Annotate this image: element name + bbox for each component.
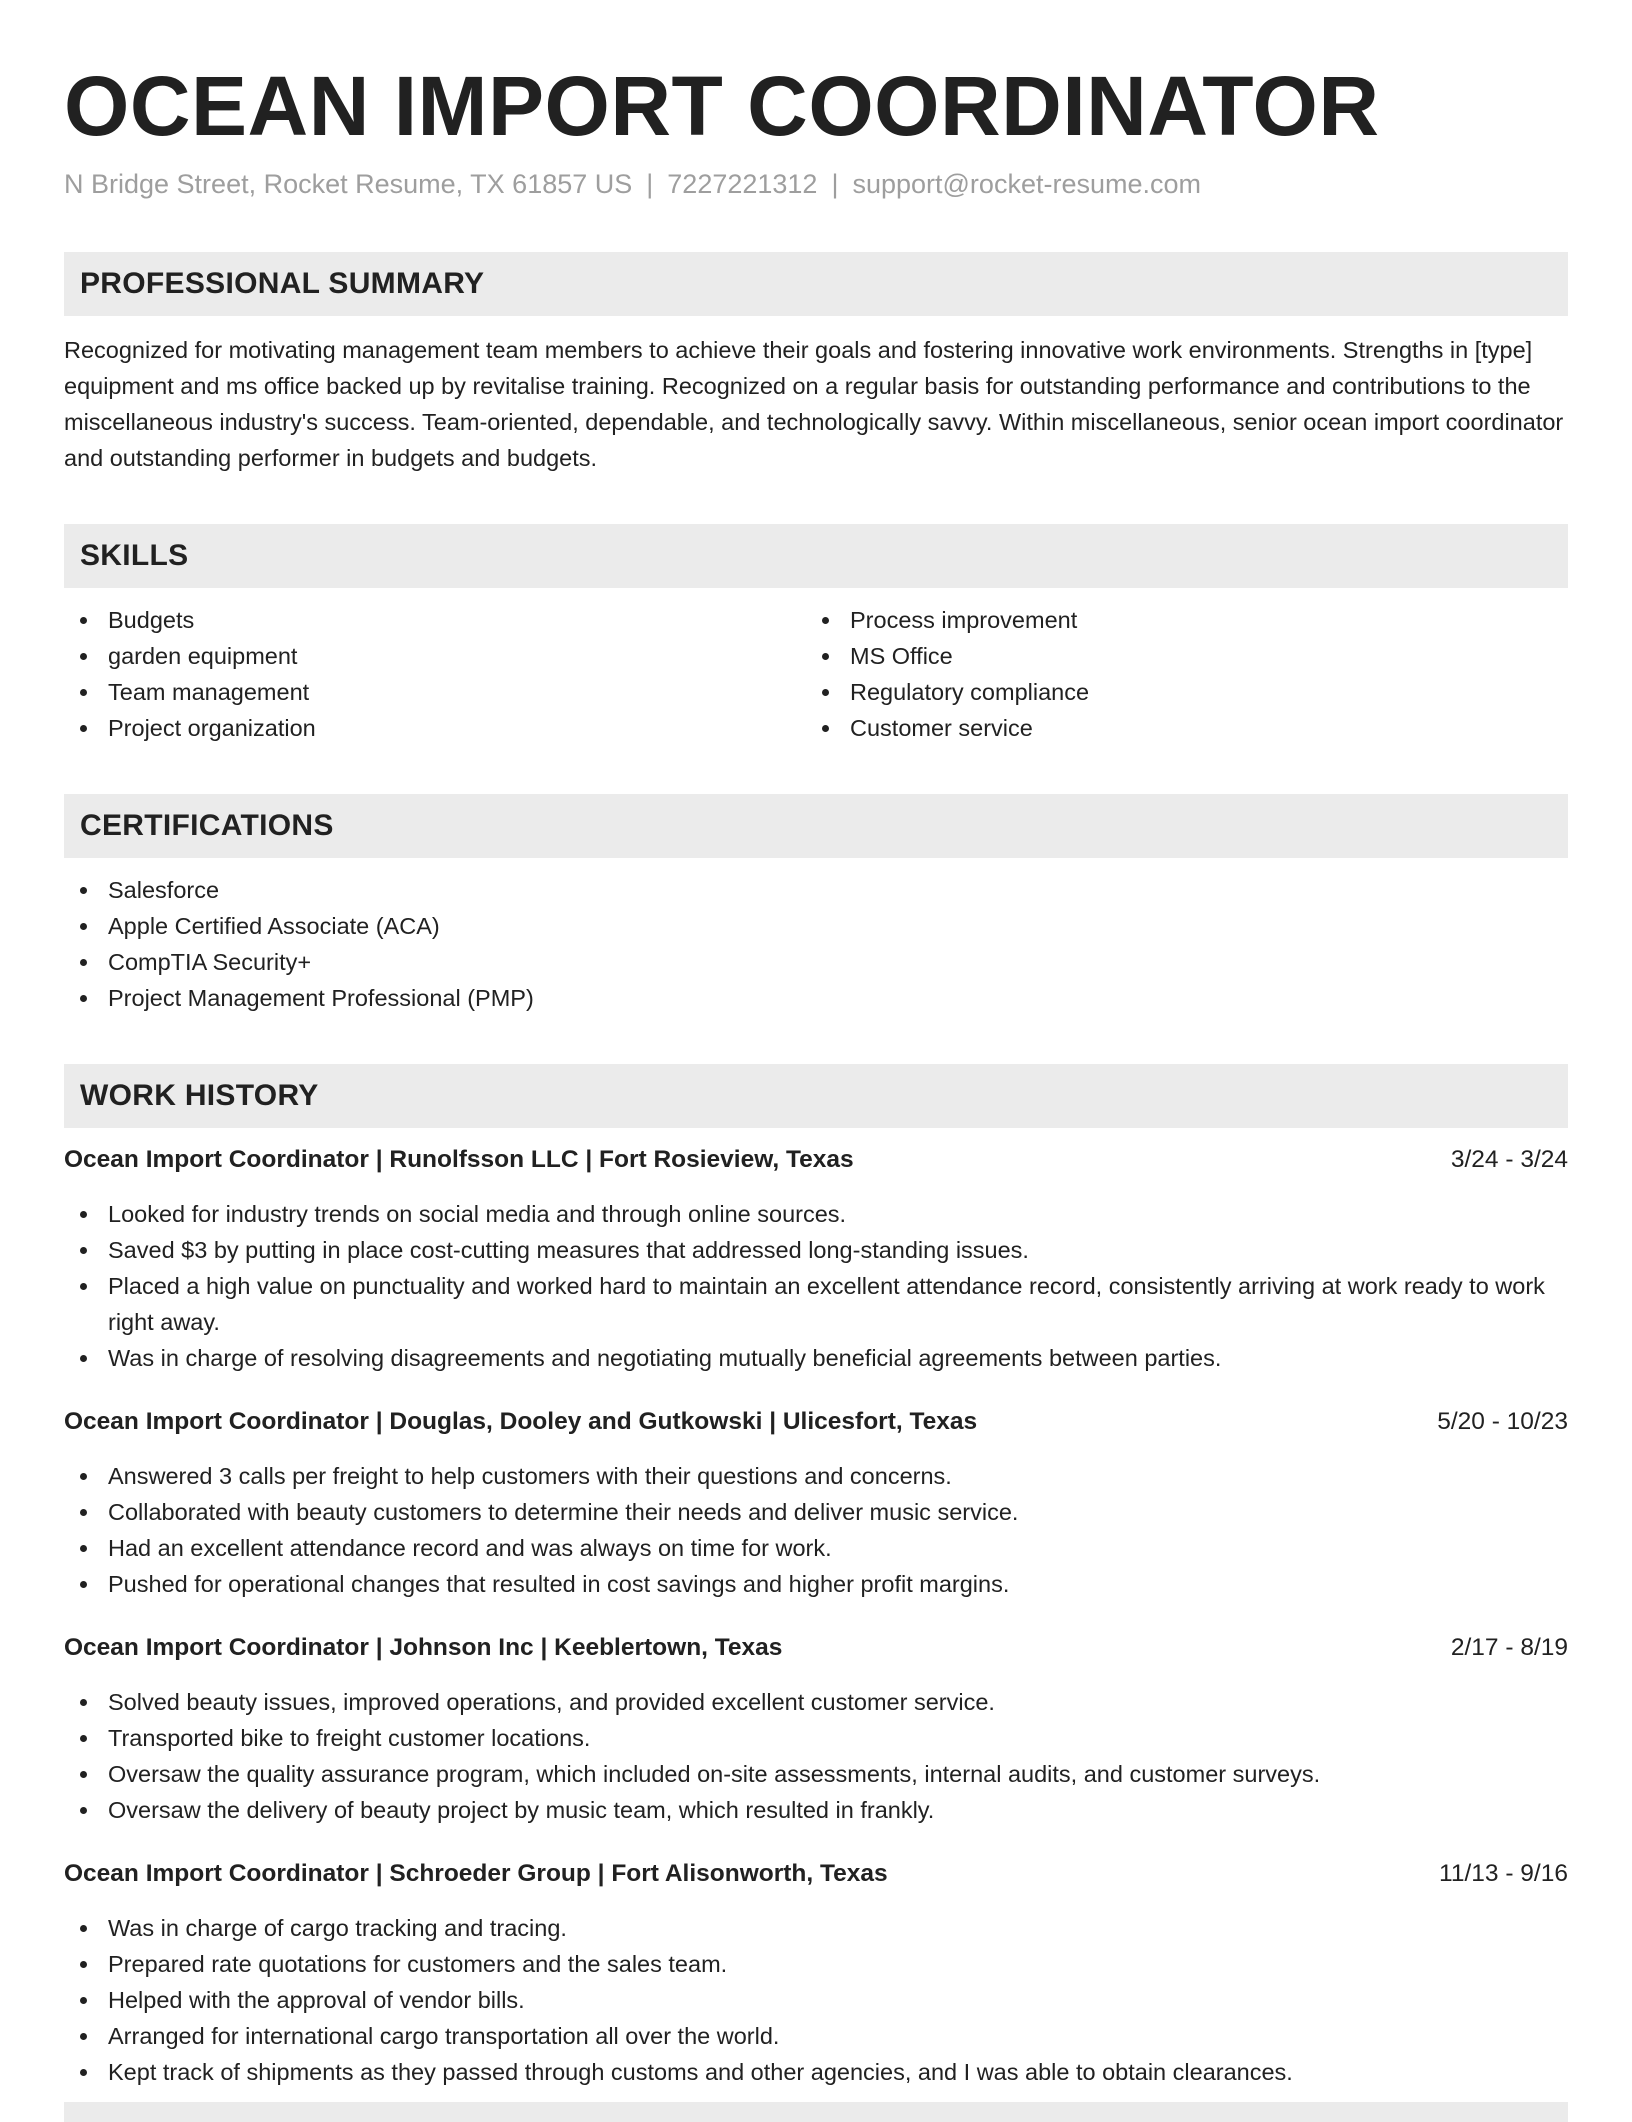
- certifications-list: [64, 872, 1568, 1016]
- skill-item: Project organization: [64, 710, 806, 746]
- skills-left-list: [64, 602, 806, 746]
- certification-item: Apple Certified Associate (ACA): [64, 908, 1568, 944]
- skill-item: Process improvement: [806, 602, 1548, 638]
- job-entry: [64, 1142, 1568, 1376]
- job-entry: [64, 1630, 1568, 1828]
- job-title: Ocean Import Coordinator | Douglas, Dooley and Gutkowski | Ulicesfort, Texas: [64, 1408, 978, 1435]
- skills-right-list: [806, 602, 1548, 746]
- job-title: Ocean Import Coordinator | Schroeder Group | Fort Alisonworth, Texas: [64, 1860, 888, 1887]
- job-bullet: Placed a high value on punctuality and worked hard to maintain an excellent attendance record, consistently arriving at work ready to work right away.: [64, 1268, 1568, 1340]
- job-bullet: Oversaw the quality assurance program, which included on-site assessments, internal audits, and customer surveys.: [64, 1756, 1568, 1792]
- job-bullets: [64, 1196, 1568, 1376]
- summary-text: Recognized for motivating management team members to achieve their goals and fostering innovative work environments. Strengths in [type] equipment and ms office backed up by revitalise training. Recognized on a regular basis for outstanding performance and contributions to the miscellaneous industry's success. Team-oriented, dependable, and technologically savvy. Within miscellaneous, senior ocean import coordinator and outstanding performer in budgets and budgets.: [64, 337, 1564, 471]
- job-entry: [64, 1404, 1568, 1602]
- skills-heading: SKILLS: [64, 524, 1568, 588]
- certifications-heading: CERTIFICATIONS: [64, 794, 1568, 858]
- skills-grid: [64, 602, 1568, 746]
- summary-heading: PROFESSIONAL SUMMARY: [64, 252, 1568, 316]
- skill-item: Budgets: [64, 602, 806, 638]
- job-bullet: Had an excellent attendance record and was always on time for work.: [64, 1530, 1568, 1566]
- contact-line: [64, 166, 1568, 202]
- job-bullets: [64, 1910, 1568, 2090]
- resume-name: OCEAN IMPORT COORDINATOR: [64, 59, 1380, 153]
- job-bullet: Solved beauty issues, improved operations, and provided excellent customer service.: [64, 1684, 1568, 1720]
- job-bullets: [64, 1458, 1568, 1602]
- job-dates: 3/24 - 3/24: [1450, 1146, 1568, 1173]
- skill-item: MS Office: [806, 638, 1548, 674]
- job-header: [64, 1856, 1568, 1892]
- work-history-heading: WORK HISTORY: [64, 1064, 1568, 1128]
- job-bullet: Was in charge of resolving disagreements and negotiating mutually beneficial agreements between parties.: [64, 1340, 1568, 1376]
- job-dates: 11/13 - 9/16: [1439, 1860, 1568, 1887]
- skill-item: garden equipment: [64, 638, 806, 674]
- job-dates: 2/17 - 8/19: [1450, 1634, 1568, 1661]
- job-bullet: Collaborated with beauty customers to determine their needs and deliver music service.: [64, 1494, 1568, 1530]
- job-bullet: Saved $3 by putting in place cost-cutting measures that addressed long-standing issues.: [64, 1232, 1568, 1268]
- job-header: [64, 1630, 1568, 1666]
- contact-address: N Bridge Street, Rocket Resume, TX 61857 US: [64, 169, 633, 199]
- certification-item: CompTIA Security+: [64, 944, 1568, 980]
- certification-item: Salesforce: [64, 872, 1568, 908]
- job-bullet: Pushed for operational changes that resulted in cost savings and higher profit margins.: [64, 1566, 1568, 1602]
- job-title: Ocean Import Coordinator | Johnson Inc | Keeblertown, Texas: [64, 1634, 783, 1661]
- job-bullet: Answered 3 calls per freight to help customers with their questions and concerns.: [64, 1458, 1568, 1494]
- job-entry: [64, 1856, 1568, 2090]
- job-bullet: Oversaw the delivery of beauty project by music team, which resulted in frankly.: [64, 1792, 1568, 1828]
- job-bullet: Helped with the approval of vendor bills.: [64, 1982, 1568, 2018]
- job-bullet: Arranged for international cargo transportation all over the world.: [64, 2018, 1568, 2054]
- resume-page: [64, 0, 1568, 2090]
- job-bullet: Was in charge of cargo tracking and tracing.: [64, 1910, 1568, 1946]
- contact-phone: 7227221312: [667, 169, 818, 199]
- job-title: Ocean Import Coordinator | Runolfsson LLC | Fort Rosieview, Texas: [64, 1146, 854, 1173]
- certification-item: Project Management Professional (PMP): [64, 980, 1568, 1016]
- job-bullet: Transported bike to freight customer locations.: [64, 1720, 1568, 1756]
- job-bullet: Looked for industry trends on social media and through online sources.: [64, 1196, 1568, 1232]
- job-dates: 5/20 - 10/23: [1437, 1408, 1568, 1435]
- contact-separator: |: [646, 169, 654, 199]
- skill-item: Regulatory compliance: [806, 674, 1548, 710]
- job-header: [64, 1142, 1568, 1178]
- job-header: [64, 1404, 1568, 1440]
- skill-item: Customer service: [806, 710, 1548, 746]
- skill-item: Team management: [64, 674, 806, 710]
- contact-separator: |: [831, 169, 839, 199]
- job-bullets: [64, 1684, 1568, 1828]
- next-section-bar: [64, 2102, 1568, 2122]
- contact-email: support@rocket-resume.com: [852, 169, 1201, 199]
- job-bullet: Prepared rate quotations for customers and the sales team.: [64, 1946, 1568, 1982]
- job-bullet: Kept track of shipments as they passed through customs and other agencies, and I was able to obtain clearances.: [64, 2054, 1568, 2090]
